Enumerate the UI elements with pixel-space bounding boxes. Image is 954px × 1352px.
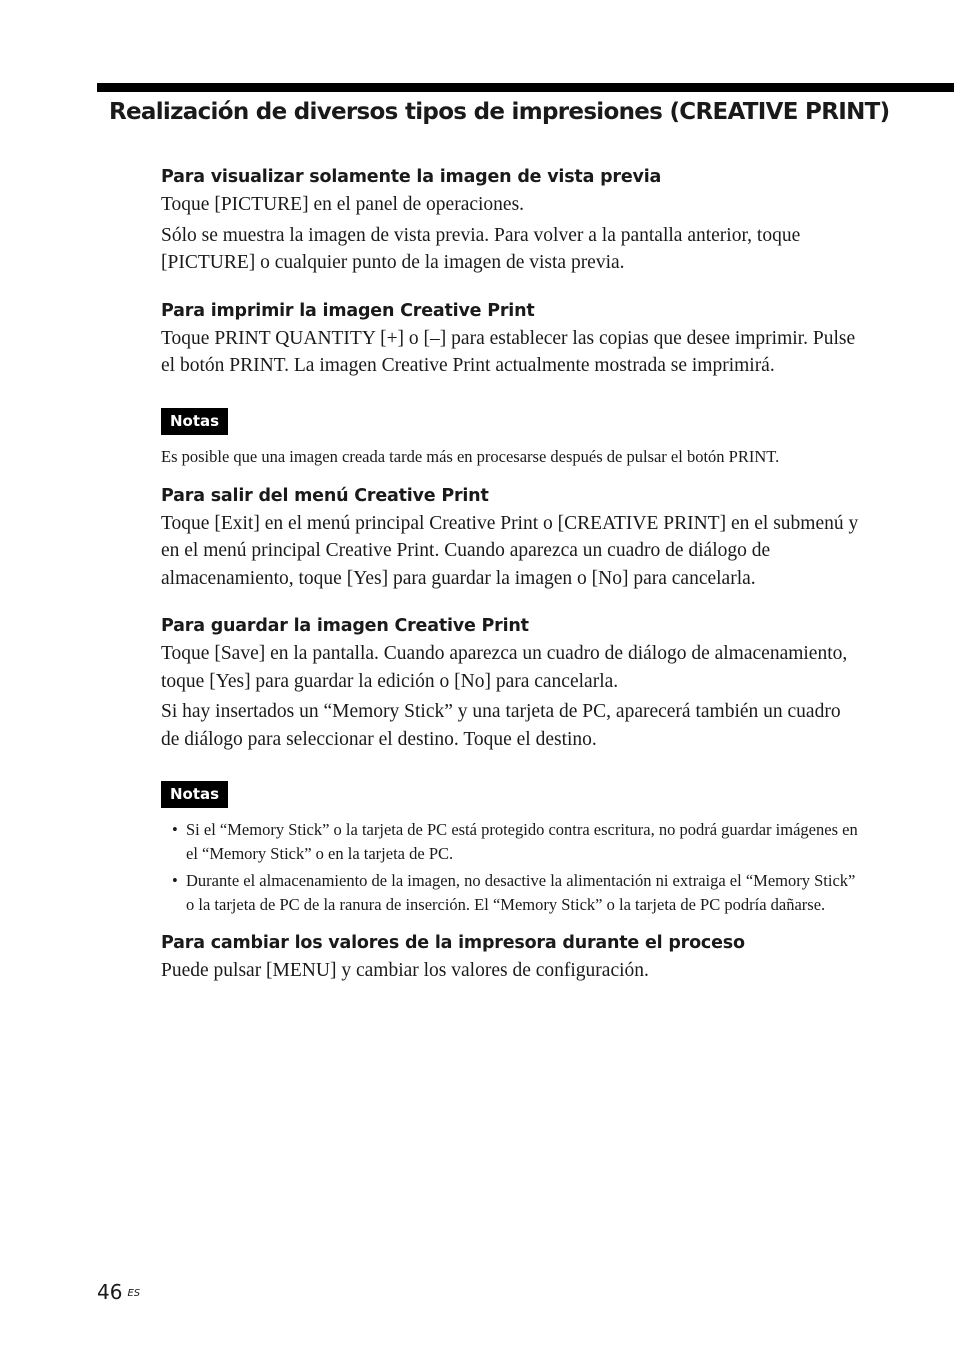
note-text: Es posible que una imagen creada tarde más en procesarse después de pulsar el botón PRINT. <box>161 446 780 466</box>
paragraph: Puede pulsar [MENU] y cambiar los valores de configuración. <box>161 960 649 981</box>
note-item <box>161 818 861 866</box>
notes-badge: Notas <box>161 408 228 435</box>
notes-badge: Notas <box>161 781 228 808</box>
bullet-icon: • <box>172 820 178 839</box>
page-content <box>161 163 861 985</box>
note-item-text: Durante el almacenamiento de la imagen, no desactive la alimentación ni extraiga el “Memory Stick” o la tarjeta de PC de la ranura de inserción. El “Memory Stick” o la tarjeta de PC podría dañarse. <box>186 871 856 914</box>
paragraph: Toque [Exit] en el menú principal Creative Print o [CREATIVE PRINT] en el submenú y en el menú principal Creative Print. Cuando aparezca un cuadro de diálogo de almacenamiento, toque [Yes] para guardar la imagen o [No] para cancelarla. <box>161 512 859 589</box>
paragraph: Toque [Save] en la pantalla. Cuando aparezca un cuadro de diálogo de almacenamiento, toque [Yes] para guardar la edición o [No] para cancelarla. <box>161 643 848 692</box>
paragraph: Toque PRINT QUANTITY [+] o [–] para establecer las copias que desee imprimir. Pulse el botón PRINT. La imagen Creative Print actualmente mostrada se imprimirá. <box>161 327 856 376</box>
bullet-icon: • <box>172 871 178 890</box>
section-heading-print: Para imprimir la imagen Creative Print <box>161 300 535 321</box>
note-item-text: Si el “Memory Stick” o la tarjeta de PC está protegido contra escritura, no podrá guardar imágenes en el “Memory Stick” o en la tarjeta de PC. <box>186 820 858 863</box>
notes-list <box>161 818 861 917</box>
page-title: Realización de diversos tipos de impresiones (CREATIVE PRINT) <box>109 99 890 125</box>
paragraph: Toque [PICTURE] en el panel de operaciones. <box>161 194 525 215</box>
section-heading-exit: Para salir del menú Creative Print <box>161 485 489 506</box>
notes-badge-container <box>161 408 861 436</box>
section-heading-save: Para guardar la imagen Creative Print <box>161 616 529 636</box>
page-number-value: 46 <box>97 1280 123 1304</box>
paragraph: Sólo se muestra la imagen de vista previa. Para volver a la pantalla anterior, toque [PICTURE] o cualquier punto de la imagen de vista previa. <box>161 224 801 273</box>
language-tag: ES <box>127 1288 141 1299</box>
note-item <box>161 869 861 917</box>
page-number <box>97 1278 140 1306</box>
notes-badge-container <box>161 781 861 809</box>
section-heading-preview: Para visualizar solamente la imagen de vista previa <box>161 167 662 187</box>
header-rule <box>97 83 954 92</box>
paragraph: Si hay insertados un “Memory Stick” y una tarjeta de PC, aparecerá también un cuadro de diálogo para seleccionar el destino. Toque el destino. <box>161 701 841 750</box>
section-heading-settings: Para cambiar los valores de la impresora durante el proceso <box>161 933 745 953</box>
